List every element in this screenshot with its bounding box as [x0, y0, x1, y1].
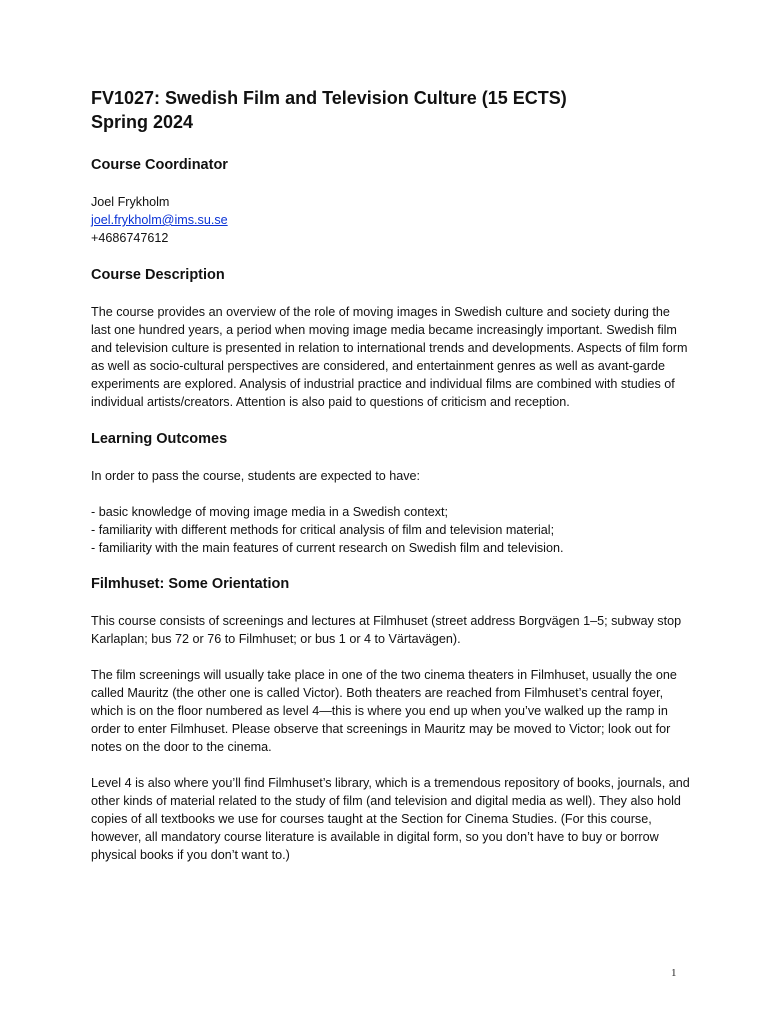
document-title — [91, 86, 691, 134]
orientation-para-screenings: The film screenings will usually take place in one of the two cinema theaters in Filmhuset, usually the one called Mauritz (the other one is called Victor). Both theaters are reached from Filmhuset’s central foyer, which is on the floor numbered as level 4—this is where you end up when you’ve walked up the ramp in order to enter Filmhuset. Please observe that screenings in Mauritz may be moved to Victor; look out for notes on the door to the cinema. — [91, 668, 677, 754]
coordinator-heading: Course Coordinator — [91, 157, 228, 173]
page-number: 1 — [671, 967, 677, 979]
title-course: FV1027: Swedish Film and Television Culture (15 ECTS) — [91, 88, 567, 108]
coordinator-phone: +4686747612 — [91, 231, 169, 245]
list-item: - basic knowledge of moving image media in a Swedish context; — [91, 505, 449, 519]
outcomes-list — [91, 503, 691, 557]
coordinator-email-link[interactable]: joel.frykholm@ims.su.se — [91, 213, 228, 227]
list-item: - familiarity with different methods for critical analysis of film and television material; — [91, 523, 555, 537]
list-item: - familiarity with the main features of current research on Swedish film and television. — [91, 541, 564, 555]
document-page — [91, 86, 691, 864]
description-text: The course provides an overview of the role of moving images in Swedish culture and society during the last one hundred years, a period when moving image media became increasingly important. Swedish film and television culture is presented in relation to international trends and developments. Aspects of film form as well as socio-cultural perspectives are considered, and entertainment genres as well as avant-garde experiments are explored. Analysis of industrial practice and individual films are combined with studies of individual artists/creators. Attention is also paid to questions of criticism and reception. — [91, 305, 688, 409]
description-heading: Course Description — [91, 267, 225, 283]
outcomes-heading: Learning Outcomes — [91, 431, 228, 447]
orientation-para-library: Level 4 is also where you’ll find Filmhuset’s library, which is a tremendous repository of books, journals, and other kinds of material related to the study of film (and television and digital media as well). They also hold copies of all textbooks we use for courses taught at the Section for Cinema Studies. (For this course, however, all mandatory course literature is available in digital form, so you don’t have to buy or borrow physical books if you don’t want to.) — [91, 776, 690, 862]
outcomes-intro: In order to pass the course, students are expected to have: — [91, 469, 421, 483]
orientation-para-location: This course consists of screenings and lectures at Filmhuset (street address Borgvägen 1–5; subway stop Karlaplan; bus 72 or 76 to Filmhuset; or bus 1 or 4 to Värtavägen). — [91, 614, 682, 646]
coordinator-contact — [91, 193, 691, 247]
orientation-heading: Filmhuset: Some Orientation — [91, 576, 290, 592]
coordinator-name: Joel Frykholm — [91, 195, 170, 209]
title-term: Spring 2024 — [91, 112, 194, 132]
